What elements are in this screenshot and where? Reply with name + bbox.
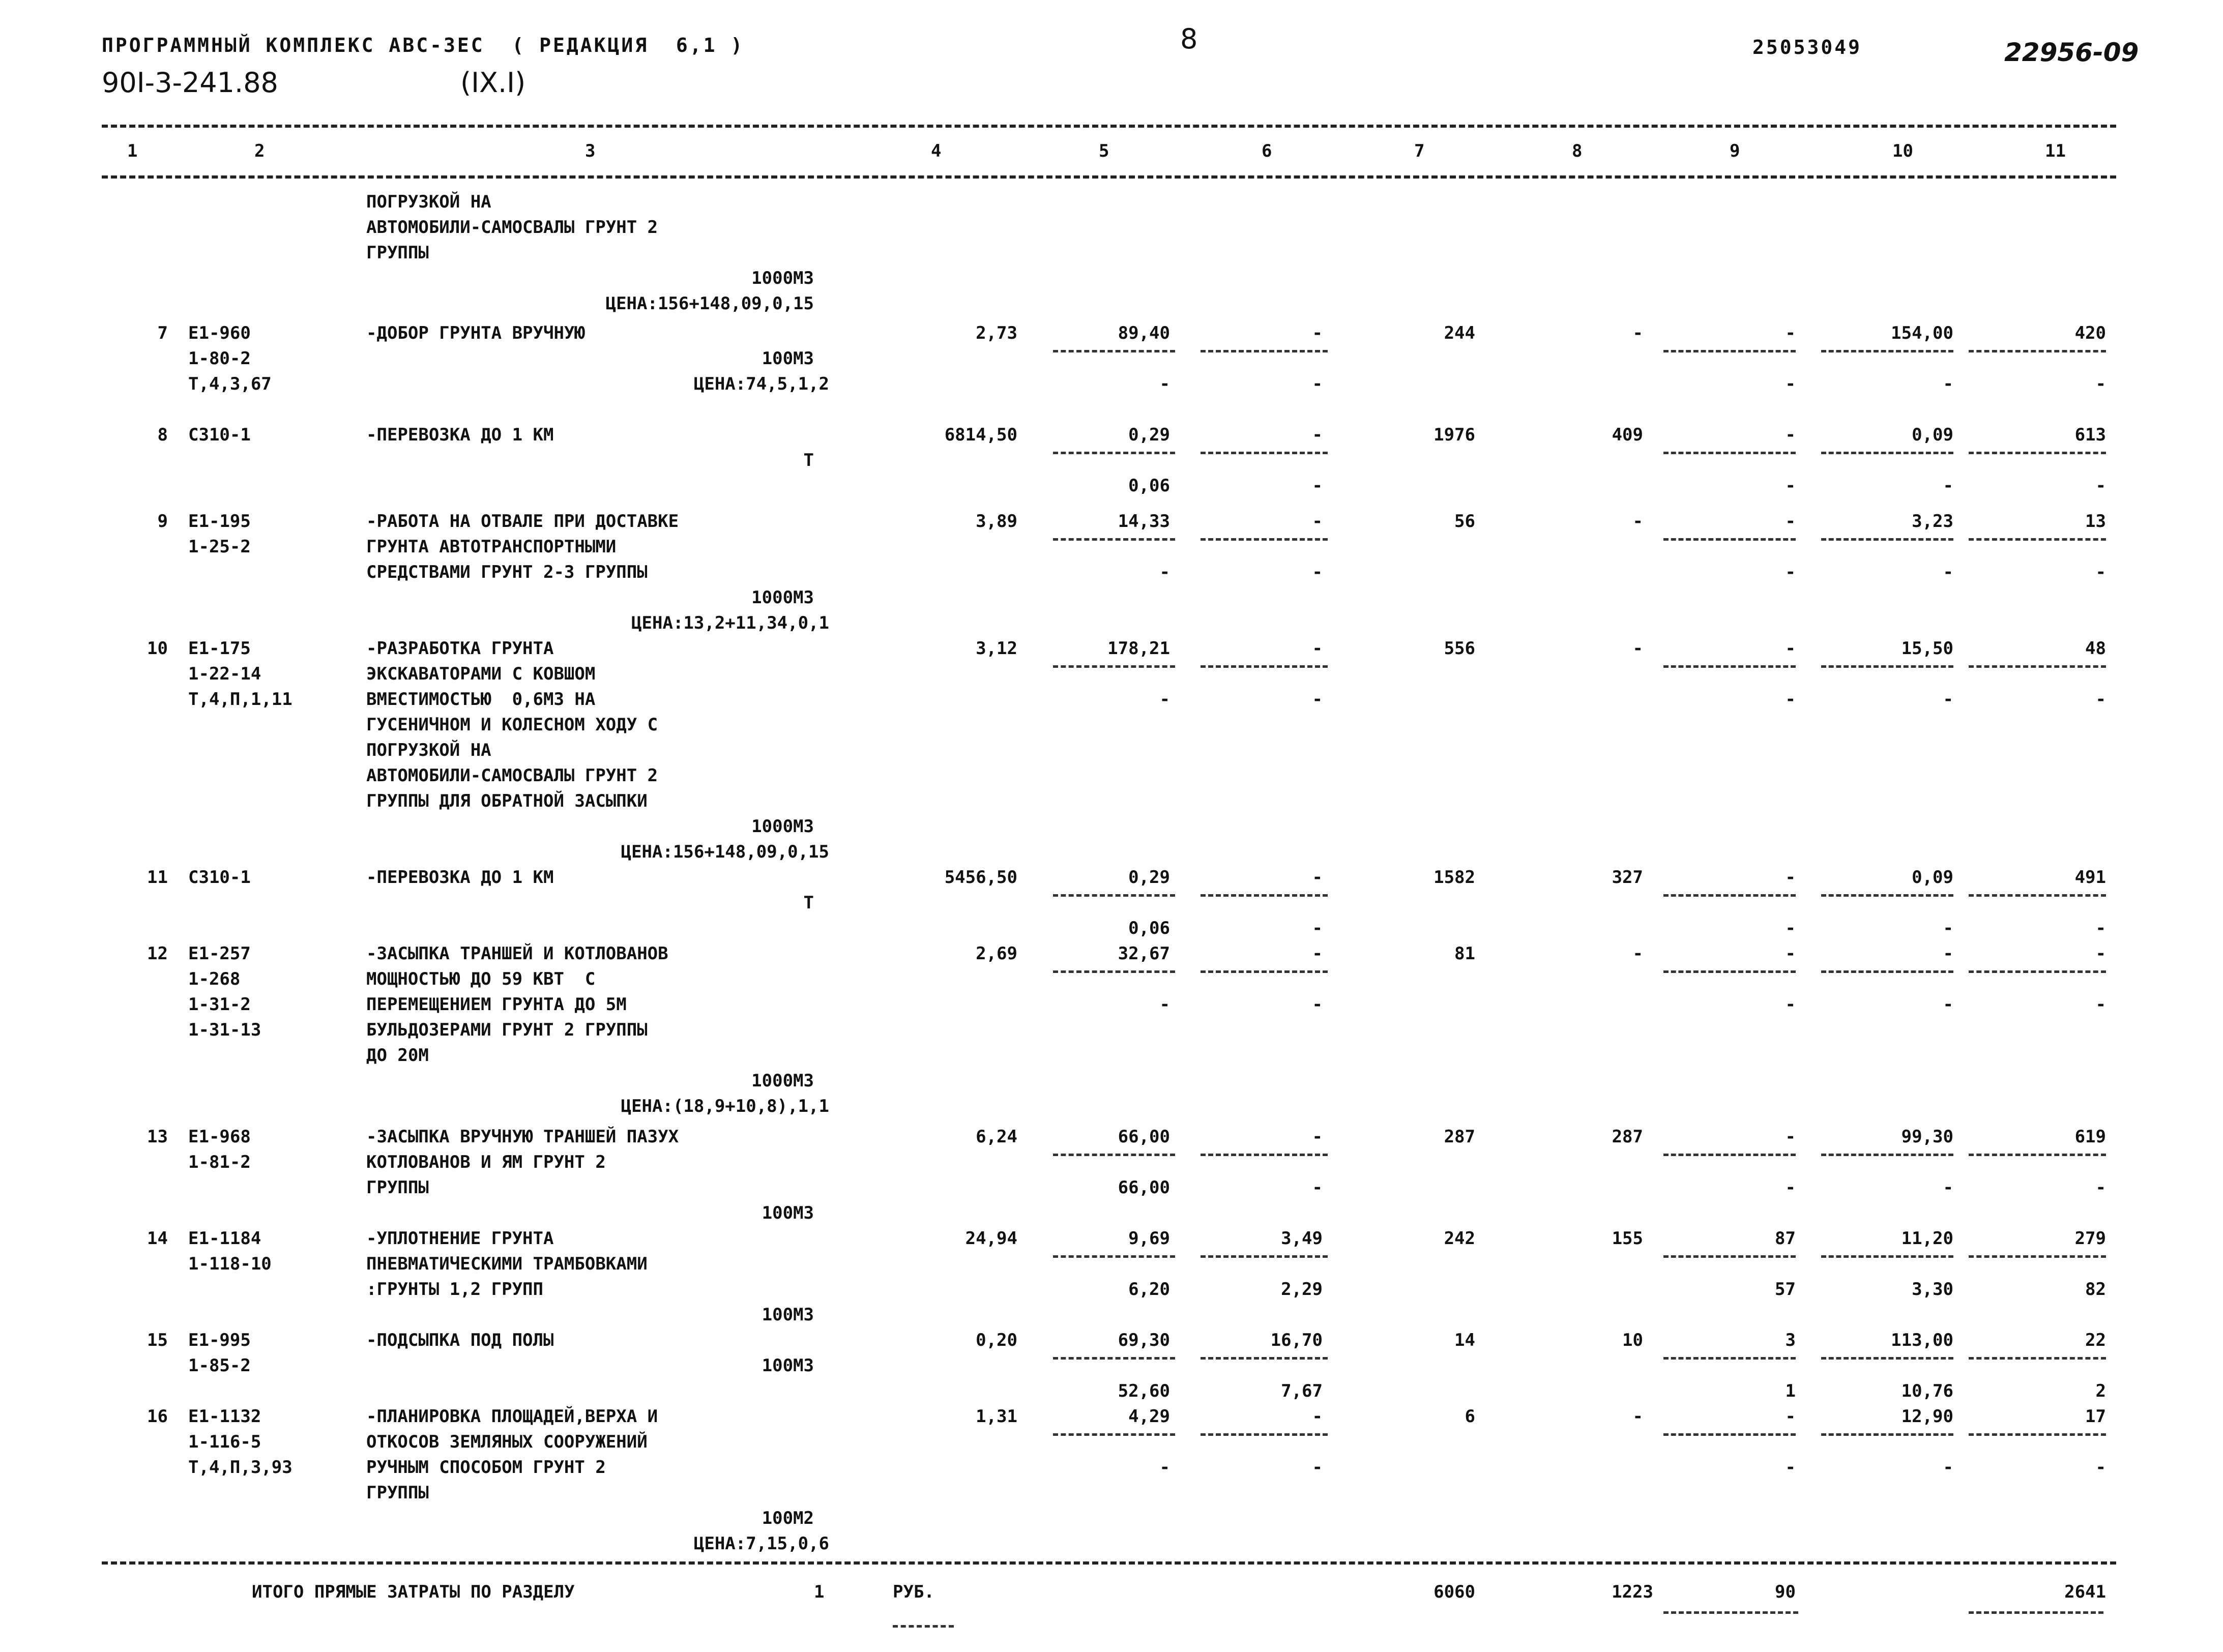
machine-cost: -: [1785, 638, 1796, 659]
work-description: -ПЛАНИРОВКА ПЛОЩАДЕЙ,ВЕРХА И: [366, 1406, 658, 1427]
wages-cost: -: [1632, 943, 1643, 964]
header-rule-bottom: [102, 175, 2116, 179]
column-header-9: 9: [1730, 141, 1740, 161]
unit-cost-machine-wages: -: [1312, 1177, 1323, 1198]
wages-cost: -: [1632, 323, 1643, 343]
quantity: 5456,50: [944, 867, 1017, 888]
row-number: 13: [147, 1127, 168, 1147]
labor-unit: 0,09: [1912, 867, 1953, 888]
labor-machinist-total: 82: [2085, 1279, 2106, 1300]
machine-wages: -: [1785, 994, 1796, 1015]
work-description: -ПОДСЫПКА ПОД ПОЛЫ: [366, 1330, 554, 1350]
continued-description-line: АВТОМОБИЛИ-САМОСВАЛЫ ГРУНТ 2: [366, 217, 658, 238]
header-rule-top: [102, 125, 2116, 128]
total-cost: 242: [1444, 1228, 1475, 1249]
unit-of-measure: Т: [803, 450, 814, 470]
work-description: СРЕДСТВАМИ ГРУНТ 2-3 ГРУППЫ: [366, 562, 648, 582]
unit-cost-total: 9,69: [1128, 1228, 1170, 1249]
labor-total: 17: [2085, 1406, 2106, 1427]
labor-machinist-unit: -: [1943, 1177, 1953, 1198]
work-description: ПОГРУЗКОЙ НА: [366, 740, 491, 760]
work-description: ДО 20М: [366, 1045, 429, 1066]
work-description: ЭКСКАВАТОРАМИ С КОВШОМ: [366, 664, 596, 684]
labor-total: 279: [2074, 1228, 2106, 1249]
unit-cost-machine-wages: 2,29: [1281, 1279, 1323, 1300]
work-description: ВМЕСТИМОСТЬЮ 0,6М3 НА: [366, 689, 596, 710]
labor-total: 420: [2074, 323, 2106, 343]
unit-cost-wages: 0,06: [1128, 918, 1170, 938]
labor-machinist-unit: -: [1943, 918, 1953, 938]
wages-cost: -: [1632, 1406, 1643, 1427]
row-number: 14: [147, 1228, 168, 1249]
machine-cost: -: [1785, 511, 1796, 532]
row-number: 10: [147, 638, 168, 659]
unit-cost-machine: -: [1312, 867, 1323, 888]
unit-cost-total: 0,29: [1128, 867, 1170, 888]
machine-cost: 87: [1775, 1228, 1796, 1249]
labor-machinist-total: -: [2095, 689, 2106, 710]
unit-cost-wages: 6,20: [1128, 1279, 1170, 1300]
row-number: 7: [157, 323, 168, 343]
quantity: 3,12: [976, 638, 1017, 659]
unit-cost-machine: -: [1312, 943, 1323, 964]
unit-cost-wages: 52,60: [1118, 1381, 1170, 1401]
total-dash-9: [1663, 1611, 1798, 1614]
labor-machinist-total: -: [2095, 994, 2106, 1015]
total-currency: РУБ.: [893, 1582, 934, 1602]
work-description: -ПЕРЕВОЗКА ДО 1 КМ: [366, 425, 554, 445]
separator-dash: [1663, 1154, 1796, 1156]
unit-of-measure: Т: [803, 893, 814, 913]
labor-unit: 12,90: [1901, 1406, 1953, 1427]
labor-machinist-total: -: [2095, 918, 2106, 938]
separator-dash: [1969, 1433, 2106, 1436]
separator-dash: [1821, 1357, 1953, 1360]
unit-cost-machine-wages: 7,67: [1281, 1381, 1323, 1401]
unit-cost-machine: 3,49: [1281, 1228, 1323, 1249]
total-col-11: 2641: [2064, 1582, 2106, 1602]
unit-cost-wages: -: [1159, 689, 1170, 710]
labor-unit: -: [1943, 943, 1953, 964]
machine-wages: -: [1785, 689, 1796, 710]
separator-dash: [1821, 452, 1953, 454]
machine-wages: 1: [1785, 1381, 1796, 1401]
norm-code: Е1-257: [188, 943, 251, 964]
unit-cost-total: 4,29: [1128, 1406, 1170, 1427]
continued-description-line: ГРУППЫ: [366, 243, 429, 263]
labor-machinist-unit: -: [1943, 374, 1953, 394]
column-header-11: 11: [2045, 141, 2066, 161]
separator-dash: [1969, 452, 2106, 454]
separator-dash: [1663, 665, 1796, 668]
norm-code: 1-268: [188, 969, 241, 989]
norm-code: Т,4,П,1,11: [188, 689, 292, 710]
labor-unit: 113,00: [1891, 1330, 1953, 1350]
separator-dash: [1969, 894, 2106, 897]
separator-dash: [1821, 1154, 1953, 1156]
separator-dash: [1821, 1255, 1953, 1258]
labor-machinist-unit: -: [1943, 689, 1953, 710]
unit-cost-machine-wages: -: [1312, 994, 1323, 1015]
total-dash-11: [1969, 1611, 2103, 1614]
labor-total: 491: [2074, 867, 2106, 888]
unit-cost-machine-wages: -: [1312, 1457, 1323, 1478]
machine-cost: -: [1785, 1406, 1796, 1427]
program-name: ПРОГРАММНЫЙ КОМПЛЕКС АВС-3ЕС ( РЕДАКЦИЯ 6,1 ): [102, 34, 745, 56]
price-formula: ЦЕНА:13,2+11,34,0,1: [631, 613, 829, 633]
continued-price: ЦЕНА:156+148,09,0,15: [605, 293, 814, 314]
quantity: 0,20: [976, 1330, 1017, 1350]
work-description: ГРУППЫ: [366, 1483, 429, 1503]
unit-of-measure: 100М3: [762, 1355, 814, 1376]
separator-dash: [1201, 1154, 1328, 1156]
separator-dash: [1663, 970, 1796, 973]
unit-of-measure: 100М3: [762, 348, 814, 369]
labor-unit: 11,20: [1901, 1228, 1953, 1249]
separator-dash: [1053, 665, 1175, 668]
total-cost: 287: [1444, 1127, 1475, 1147]
separator-dash: [1201, 452, 1328, 454]
unit-cost-machine-wages: -: [1312, 374, 1323, 394]
column-header-8: 8: [1572, 141, 1583, 161]
price-formula: ЦЕНА:74,5,1,2: [693, 374, 829, 394]
labor-machinist-total: -: [2095, 562, 2106, 582]
work-description: -РАЗРАБОТКА ГРУНТА: [366, 638, 554, 659]
machine-wages: -: [1785, 1177, 1796, 1198]
separator-dash: [1663, 1433, 1796, 1436]
row-number: 11: [147, 867, 168, 888]
separator-dash: [1053, 1357, 1175, 1360]
column-header-5: 5: [1099, 141, 1109, 161]
unit-cost-wages: 66,00: [1118, 1177, 1170, 1198]
labor-unit: 0,09: [1912, 425, 1953, 445]
labor-total: 48: [2085, 638, 2106, 659]
norm-code: 1-118-10: [188, 1254, 272, 1274]
total-cost: 1582: [1434, 867, 1475, 888]
norm-code: Т,4,3,67: [188, 374, 272, 394]
total-label: ИТОГО ПРЯМЫЕ ЗАТРАТЫ ПО РАЗДЕЛУ: [252, 1582, 575, 1602]
wages-cost: 287: [1612, 1127, 1643, 1147]
work-description: БУЛЬДОЗЕРАМИ ГРУНТ 2 ГРУППЫ: [366, 1020, 648, 1040]
wages-cost: 10: [1622, 1330, 1643, 1350]
total-rule: [102, 1561, 2116, 1565]
work-description: РУЧНЫМ СПОСОБОМ ГРУНТ 2: [366, 1457, 606, 1478]
unit-cost-wages: -: [1159, 374, 1170, 394]
work-description: -РАБОТА НА ОТВАЛЕ ПРИ ДОСТАВКЕ: [366, 511, 679, 532]
quantity: 1,31: [976, 1406, 1017, 1427]
quantity: 6,24: [976, 1127, 1017, 1147]
work-description: -ЗАСЫПКА ВРУЧНУЮ ТРАНШЕЙ ПАЗУХ: [366, 1127, 679, 1147]
unit-of-measure: 1000М3: [751, 816, 814, 837]
section-number: (IX.I): [460, 67, 526, 99]
unit-cost-total: 0,29: [1128, 425, 1170, 445]
total-dash-currency: [893, 1625, 954, 1628]
work-description: -ДОБОР ГРУНТА ВРУЧНУЮ: [366, 323, 585, 343]
unit-cost-machine-wages: -: [1312, 689, 1323, 710]
page-number: 8: [1180, 23, 1198, 55]
column-header-7: 7: [1414, 141, 1425, 161]
separator-dash: [1053, 1154, 1175, 1156]
quantity: 24,94: [965, 1228, 1017, 1249]
unit-of-measure: 1000М3: [751, 587, 814, 608]
separator-dash: [1821, 350, 1953, 352]
machine-cost: -: [1785, 943, 1796, 964]
wages-cost: -: [1632, 638, 1643, 659]
norm-code: Е1-968: [188, 1127, 251, 1147]
labor-machinist-total: -: [2095, 1457, 2106, 1478]
total-cost: 14: [1454, 1330, 1475, 1350]
total-cost: 81: [1454, 943, 1475, 964]
unit-cost-machine: -: [1312, 1406, 1323, 1427]
row-number: 12: [147, 943, 168, 964]
total-col-8: 1223: [1612, 1582, 1653, 1602]
column-header-10: 10: [1892, 141, 1913, 161]
unit-cost-total: 66,00: [1118, 1127, 1170, 1147]
total-col-9: 90: [1775, 1582, 1796, 1602]
column-header-2: 2: [254, 141, 265, 161]
separator-dash: [1053, 350, 1175, 352]
column-header-4: 4: [931, 141, 942, 161]
separator-dash: [1663, 452, 1796, 454]
norm-code: Е1-175: [188, 638, 251, 659]
labor-machinist-unit: -: [1943, 476, 1953, 496]
separator-dash: [1663, 894, 1796, 897]
machine-cost: 3: [1785, 1330, 1796, 1350]
unit-cost-machine: -: [1312, 323, 1323, 343]
labor-total: -: [2095, 943, 2106, 964]
norm-code: Т,4,П,3,93: [188, 1457, 292, 1478]
price-formula: ЦЕНА:156+148,09,0,15: [621, 842, 829, 862]
norm-code: С310-1: [188, 867, 251, 888]
machine-wages: -: [1785, 1457, 1796, 1478]
machine-cost: -: [1785, 867, 1796, 888]
separator-dash: [1201, 894, 1328, 897]
wages-cost: 327: [1612, 867, 1643, 888]
machine-cost: -: [1785, 425, 1796, 445]
unit-of-measure: 100М3: [762, 1203, 814, 1223]
norm-code: 1-81-2: [188, 1152, 251, 1172]
labor-machinist-total: -: [2095, 476, 2106, 496]
norm-code: Е1-995: [188, 1330, 251, 1350]
separator-dash: [1053, 894, 1175, 897]
work-description: -УПЛОТНЕНИЕ ГРУНТА: [366, 1228, 554, 1249]
separator-dash: [1053, 970, 1175, 973]
work-description: МОЩНОСТЬЮ ДО 59 КВТ С: [366, 969, 596, 989]
machine-wages: -: [1785, 476, 1796, 496]
quantity: 2,69: [976, 943, 1017, 964]
separator-dash: [1663, 538, 1796, 541]
separator-dash: [1663, 1357, 1796, 1360]
labor-total: 13: [2085, 511, 2106, 532]
work-description: ПЕРЕМЕЩЕНИЕМ ГРУНТА ДО 5М: [366, 994, 627, 1015]
norm-code: 1-80-2: [188, 348, 251, 369]
separator-dash: [1053, 538, 1175, 541]
work-description: ГУСЕНИЧНОМ И КОЛЕСНОМ ХОДУ С: [366, 715, 658, 735]
separator-dash: [1663, 350, 1796, 352]
separator-dash: [1201, 970, 1328, 973]
unit-cost-machine-wages: -: [1312, 918, 1323, 938]
norm-code: Е1-1132: [188, 1406, 261, 1427]
work-description: ГРУНТА АВТОТРАНСПОРТНЫМИ: [366, 537, 617, 557]
total-cost: 56: [1454, 511, 1475, 532]
unit-cost-machine: -: [1312, 425, 1323, 445]
unit-cost-total: 69,30: [1118, 1330, 1170, 1350]
code-number: 25053049: [1752, 36, 1862, 58]
labor-machinist-total: 2: [2095, 1381, 2106, 1401]
unit-cost-machine: 16,70: [1270, 1330, 1323, 1350]
machine-cost: -: [1785, 1127, 1796, 1147]
norm-code: 1-85-2: [188, 1355, 251, 1376]
document-number: 22956-09: [2004, 38, 2139, 67]
column-header-6: 6: [1262, 141, 1272, 161]
separator-dash: [1053, 1255, 1175, 1258]
total-cost: 244: [1444, 323, 1475, 343]
work-description: ГРУППЫ ДЛЯ ОБРАТНОЙ ЗАСЫПКИ: [366, 791, 648, 811]
row-number: 15: [147, 1330, 168, 1350]
machine-cost: -: [1785, 323, 1796, 343]
total-col-7: 6060: [1434, 1582, 1475, 1602]
labor-machinist-total: -: [2095, 1177, 2106, 1198]
unit-cost-wages: -: [1159, 562, 1170, 582]
norm-code: 1-31-13: [188, 1020, 261, 1040]
row-number: 9: [157, 511, 168, 532]
labor-unit: 3,23: [1912, 511, 1953, 532]
unit-cost-total: 14,33: [1118, 511, 1170, 532]
labor-total: 22: [2085, 1330, 2106, 1350]
unit-cost-machine: -: [1312, 511, 1323, 532]
wages-cost: 155: [1612, 1228, 1643, 1249]
unit-cost-total: 32,67: [1118, 943, 1170, 964]
row-number: 8: [157, 425, 168, 445]
price-formula: ЦЕНА:(18,9+10,8),1,1: [621, 1096, 829, 1116]
unit-cost-machine-wages: -: [1312, 476, 1323, 496]
separator-dash: [1053, 452, 1175, 454]
separator-dash: [1969, 1154, 2106, 1156]
norm-code: 1-22-14: [188, 664, 261, 684]
total-section-number: 1: [814, 1582, 825, 1602]
norm-code: С310-1: [188, 425, 251, 445]
labor-machinist-unit: -: [1943, 1457, 1953, 1478]
price-formula: ЦЕНА:7,15,0,6: [693, 1533, 829, 1554]
work-description: -ПЕРЕВОЗКА ДО 1 КМ: [366, 867, 554, 888]
separator-dash: [1663, 1255, 1796, 1258]
unit-of-measure: 1000М3: [751, 1071, 814, 1091]
separator-dash: [1969, 1357, 2106, 1360]
labor-total: 619: [2074, 1127, 2106, 1147]
labor-machinist-unit: 3,30: [1912, 1279, 1953, 1300]
wages-cost: -: [1632, 511, 1643, 532]
labor-machinist-unit: -: [1943, 994, 1953, 1015]
unit-cost-machine-wages: -: [1312, 562, 1323, 582]
quantity: 2,73: [976, 323, 1017, 343]
norm-code: Е1-1184: [188, 1228, 261, 1249]
labor-total: 613: [2074, 425, 2106, 445]
separator-dash: [1821, 665, 1953, 668]
labor-machinist-unit: 10,76: [1901, 1381, 1953, 1401]
unit-of-measure: 100М3: [762, 1305, 814, 1325]
work-description: -ЗАСЫПКА ТРАНШЕЙ И КОТЛОВАНОВ: [366, 943, 668, 964]
norm-code: 1-25-2: [188, 537, 251, 557]
separator-dash: [1821, 970, 1953, 973]
total-cost: 556: [1444, 638, 1475, 659]
work-description: ГРУППЫ: [366, 1177, 429, 1198]
work-description: КОТЛОВАНОВ И ЯМ ГРУНТ 2: [366, 1152, 606, 1172]
wages-cost: 409: [1612, 425, 1643, 445]
separator-dash: [1969, 538, 2106, 541]
continued-description-line: ПОГРУЗКОЙ НА: [366, 192, 491, 212]
machine-wages: -: [1785, 918, 1796, 938]
unit-cost-total: 89,40: [1118, 323, 1170, 343]
separator-dash: [1969, 350, 2106, 352]
unit-cost-wages: 0,06: [1128, 476, 1170, 496]
separator-dash: [1201, 1433, 1328, 1436]
work-description: :ГРУНТЫ 1,2 ГРУПП: [366, 1279, 543, 1300]
row-number: 16: [147, 1406, 168, 1427]
separator-dash: [1969, 1255, 2106, 1258]
work-description: АВТОМОБИЛИ-САМОСВАЛЫ ГРУНТ 2: [366, 765, 658, 786]
labor-unit: 15,50: [1901, 638, 1953, 659]
total-cost: 6: [1465, 1406, 1475, 1427]
labor-machinist-unit: -: [1943, 562, 1953, 582]
work-description: ОТКОСОВ ЗЕМЛЯНЫХ СООРУЖЕНИЙ: [366, 1432, 648, 1452]
norm-code: 1-116-5: [188, 1432, 261, 1452]
norm-code: Е1-195: [188, 511, 251, 532]
unit-cost-machine: -: [1312, 638, 1323, 659]
unit-cost-wages: -: [1159, 994, 1170, 1015]
machine-wages: -: [1785, 562, 1796, 582]
separator-dash: [1201, 1255, 1328, 1258]
continued-unit: 1000М3: [751, 268, 814, 288]
machine-wages: -: [1785, 374, 1796, 394]
norm-code: 1-31-2: [188, 994, 251, 1015]
separator-dash: [1969, 970, 2106, 973]
quantity: 6814,50: [944, 425, 1017, 445]
total-cost: 1976: [1434, 425, 1475, 445]
separator-dash: [1201, 538, 1328, 541]
separator-dash: [1201, 665, 1328, 668]
column-header-1: 1: [127, 141, 138, 161]
labor-unit: 154,00: [1891, 323, 1953, 343]
unit-cost-machine: -: [1312, 1127, 1323, 1147]
work-description: ПНЕВМАТИЧЕСКИМИ ТРАМБОВКАМИ: [366, 1254, 648, 1274]
labor-machinist-total: -: [2095, 374, 2106, 394]
quantity: 3,89: [976, 511, 1017, 532]
separator-dash: [1821, 1433, 1953, 1436]
unit-cost-total: 178,21: [1107, 638, 1170, 659]
separator-dash: [1969, 665, 2106, 668]
separator-dash: [1201, 350, 1328, 352]
separator-dash: [1053, 1433, 1175, 1436]
separator-dash: [1821, 538, 1953, 541]
separator-dash: [1201, 1357, 1328, 1360]
labor-unit: 99,30: [1901, 1127, 1953, 1147]
norm-code: Е1-960: [188, 323, 251, 343]
machine-wages: 57: [1775, 1279, 1796, 1300]
project-number: 90I-3-241.88: [102, 67, 278, 99]
column-header-3: 3: [585, 141, 596, 161]
unit-of-measure: 100М2: [762, 1508, 814, 1528]
unit-cost-wages: -: [1159, 1457, 1170, 1478]
separator-dash: [1821, 894, 1953, 897]
